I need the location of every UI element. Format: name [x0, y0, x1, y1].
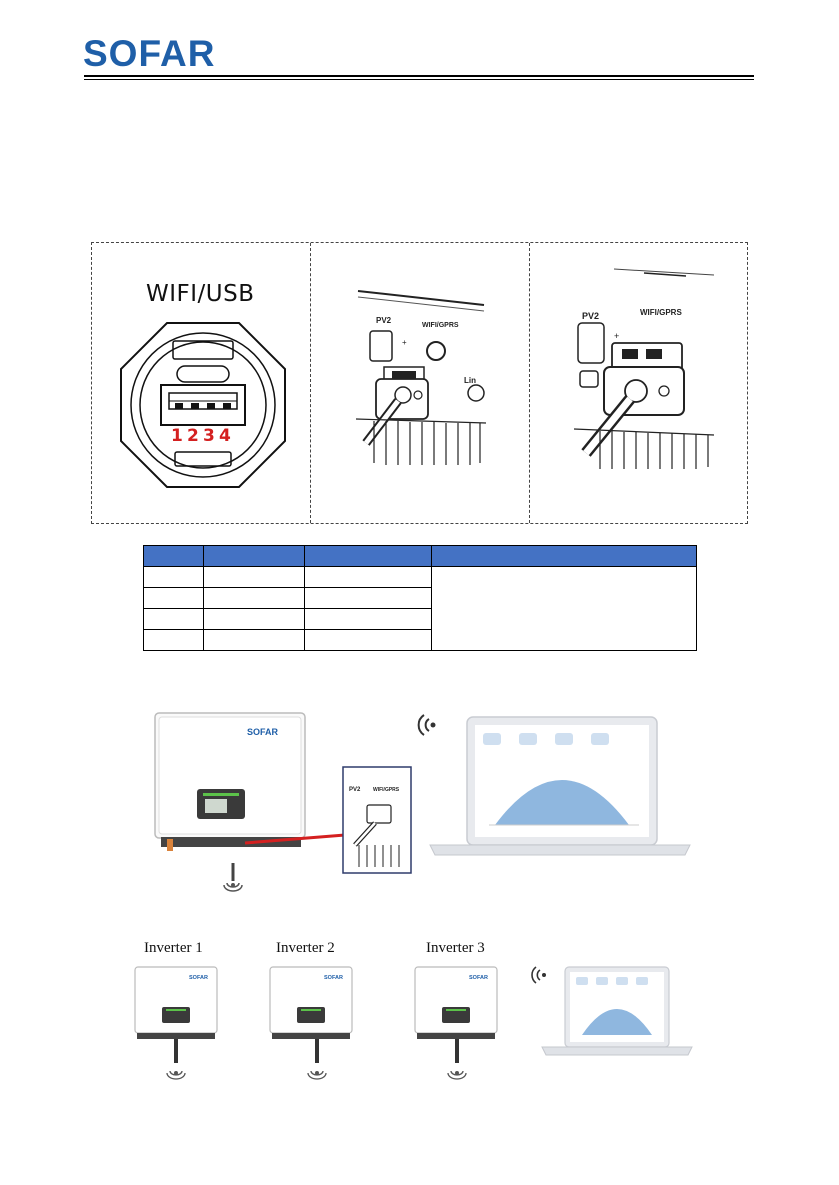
inverter-3-brand: SOFAR [469, 975, 488, 981]
inverter-unit [155, 713, 305, 851]
pv2-label: PV2 [376, 316, 392, 325]
usb-port-cell [92, 243, 310, 523]
table-row [144, 567, 697, 588]
laptop-monitoring [430, 717, 690, 855]
table-cell [204, 567, 305, 588]
table-header-row [144, 546, 697, 567]
lin-label: Lin [464, 376, 476, 385]
wifi-connector-drawing [356, 283, 486, 473]
table-header-cell [144, 546, 204, 567]
header-rule-thick [84, 75, 754, 77]
header-rule-thin [84, 79, 754, 80]
inverter-unit-2 [270, 967, 352, 1079]
inverter-unit-3 [415, 967, 497, 1079]
hex-nut-outline [121, 323, 285, 487]
table-cell [305, 630, 432, 651]
single-inverter-wifi-diagram [145, 705, 695, 900]
wifi-connector-closeup-drawing [574, 263, 714, 473]
wifi-signal-icon [224, 863, 242, 891]
table-cell [204, 609, 305, 630]
table-cell [204, 588, 305, 609]
connector-figure-panel [91, 242, 748, 524]
table-header-cell [305, 546, 432, 567]
connector-install-cell [311, 243, 529, 523]
inverter-1-brand: SOFAR [189, 975, 208, 981]
sofar-logo [83, 34, 243, 74]
port-outer-ring [131, 333, 275, 477]
pin-label-1: 1 [171, 426, 183, 446]
inset-connector-box [343, 767, 411, 873]
plus-label: + [614, 331, 620, 341]
table-cell [204, 630, 305, 651]
table-cell [305, 609, 432, 630]
table-cell [144, 630, 204, 651]
sofar-logo-text: SOFAR [83, 34, 216, 74]
inverter-brand: SOFAR [247, 727, 279, 737]
table-cell [305, 567, 432, 588]
table-header-cell [204, 546, 305, 567]
table-cell [144, 609, 204, 630]
pv2-label: PV2 [582, 311, 600, 321]
laptop-monitoring-small [542, 967, 692, 1055]
usb-port-drawing [117, 319, 289, 491]
inset-pv2-label: PV2 [349, 787, 361, 793]
wifi-gprs-label: WIFI/GPRS [640, 308, 682, 317]
table-cell [305, 588, 432, 609]
port-bottom-tab [175, 452, 231, 466]
table-merged-cell [432, 567, 697, 651]
plus-label: + [402, 338, 407, 347]
inverter-1-label: Inverter 1 [144, 940, 203, 956]
table-cell [144, 588, 204, 609]
usb-socket [161, 385, 245, 425]
inverter-2-label: Inverter 2 [276, 940, 335, 956]
wifi-broadcast-icon [532, 967, 546, 983]
wifi-gprs-label: WIFI/GPRS [422, 322, 459, 329]
pin-label-3: 3 [203, 426, 215, 446]
inverter-3-label: Inverter 3 [426, 940, 485, 956]
pin-label-4: 4 [219, 426, 231, 446]
inverter-unit-1 [135, 967, 217, 1079]
inset-wifi-label: WIFI/GPRS [373, 787, 400, 793]
connector-closeup-cell [530, 243, 748, 523]
table-cell [144, 567, 204, 588]
pin-label-2: 2 [187, 426, 199, 446]
wifi-broadcast-icon [419, 715, 436, 735]
pin-definition-table [143, 545, 697, 651]
table-header-cell [432, 546, 697, 567]
multi-inverter-wifi-diagram [130, 965, 730, 1090]
port-top-tab [173, 341, 233, 359]
inverter-2-brand: SOFAR [324, 975, 343, 981]
usb-port-label: WIFI/USB [146, 281, 255, 307]
port-slot [177, 366, 229, 382]
port-inner-ring [140, 342, 266, 468]
